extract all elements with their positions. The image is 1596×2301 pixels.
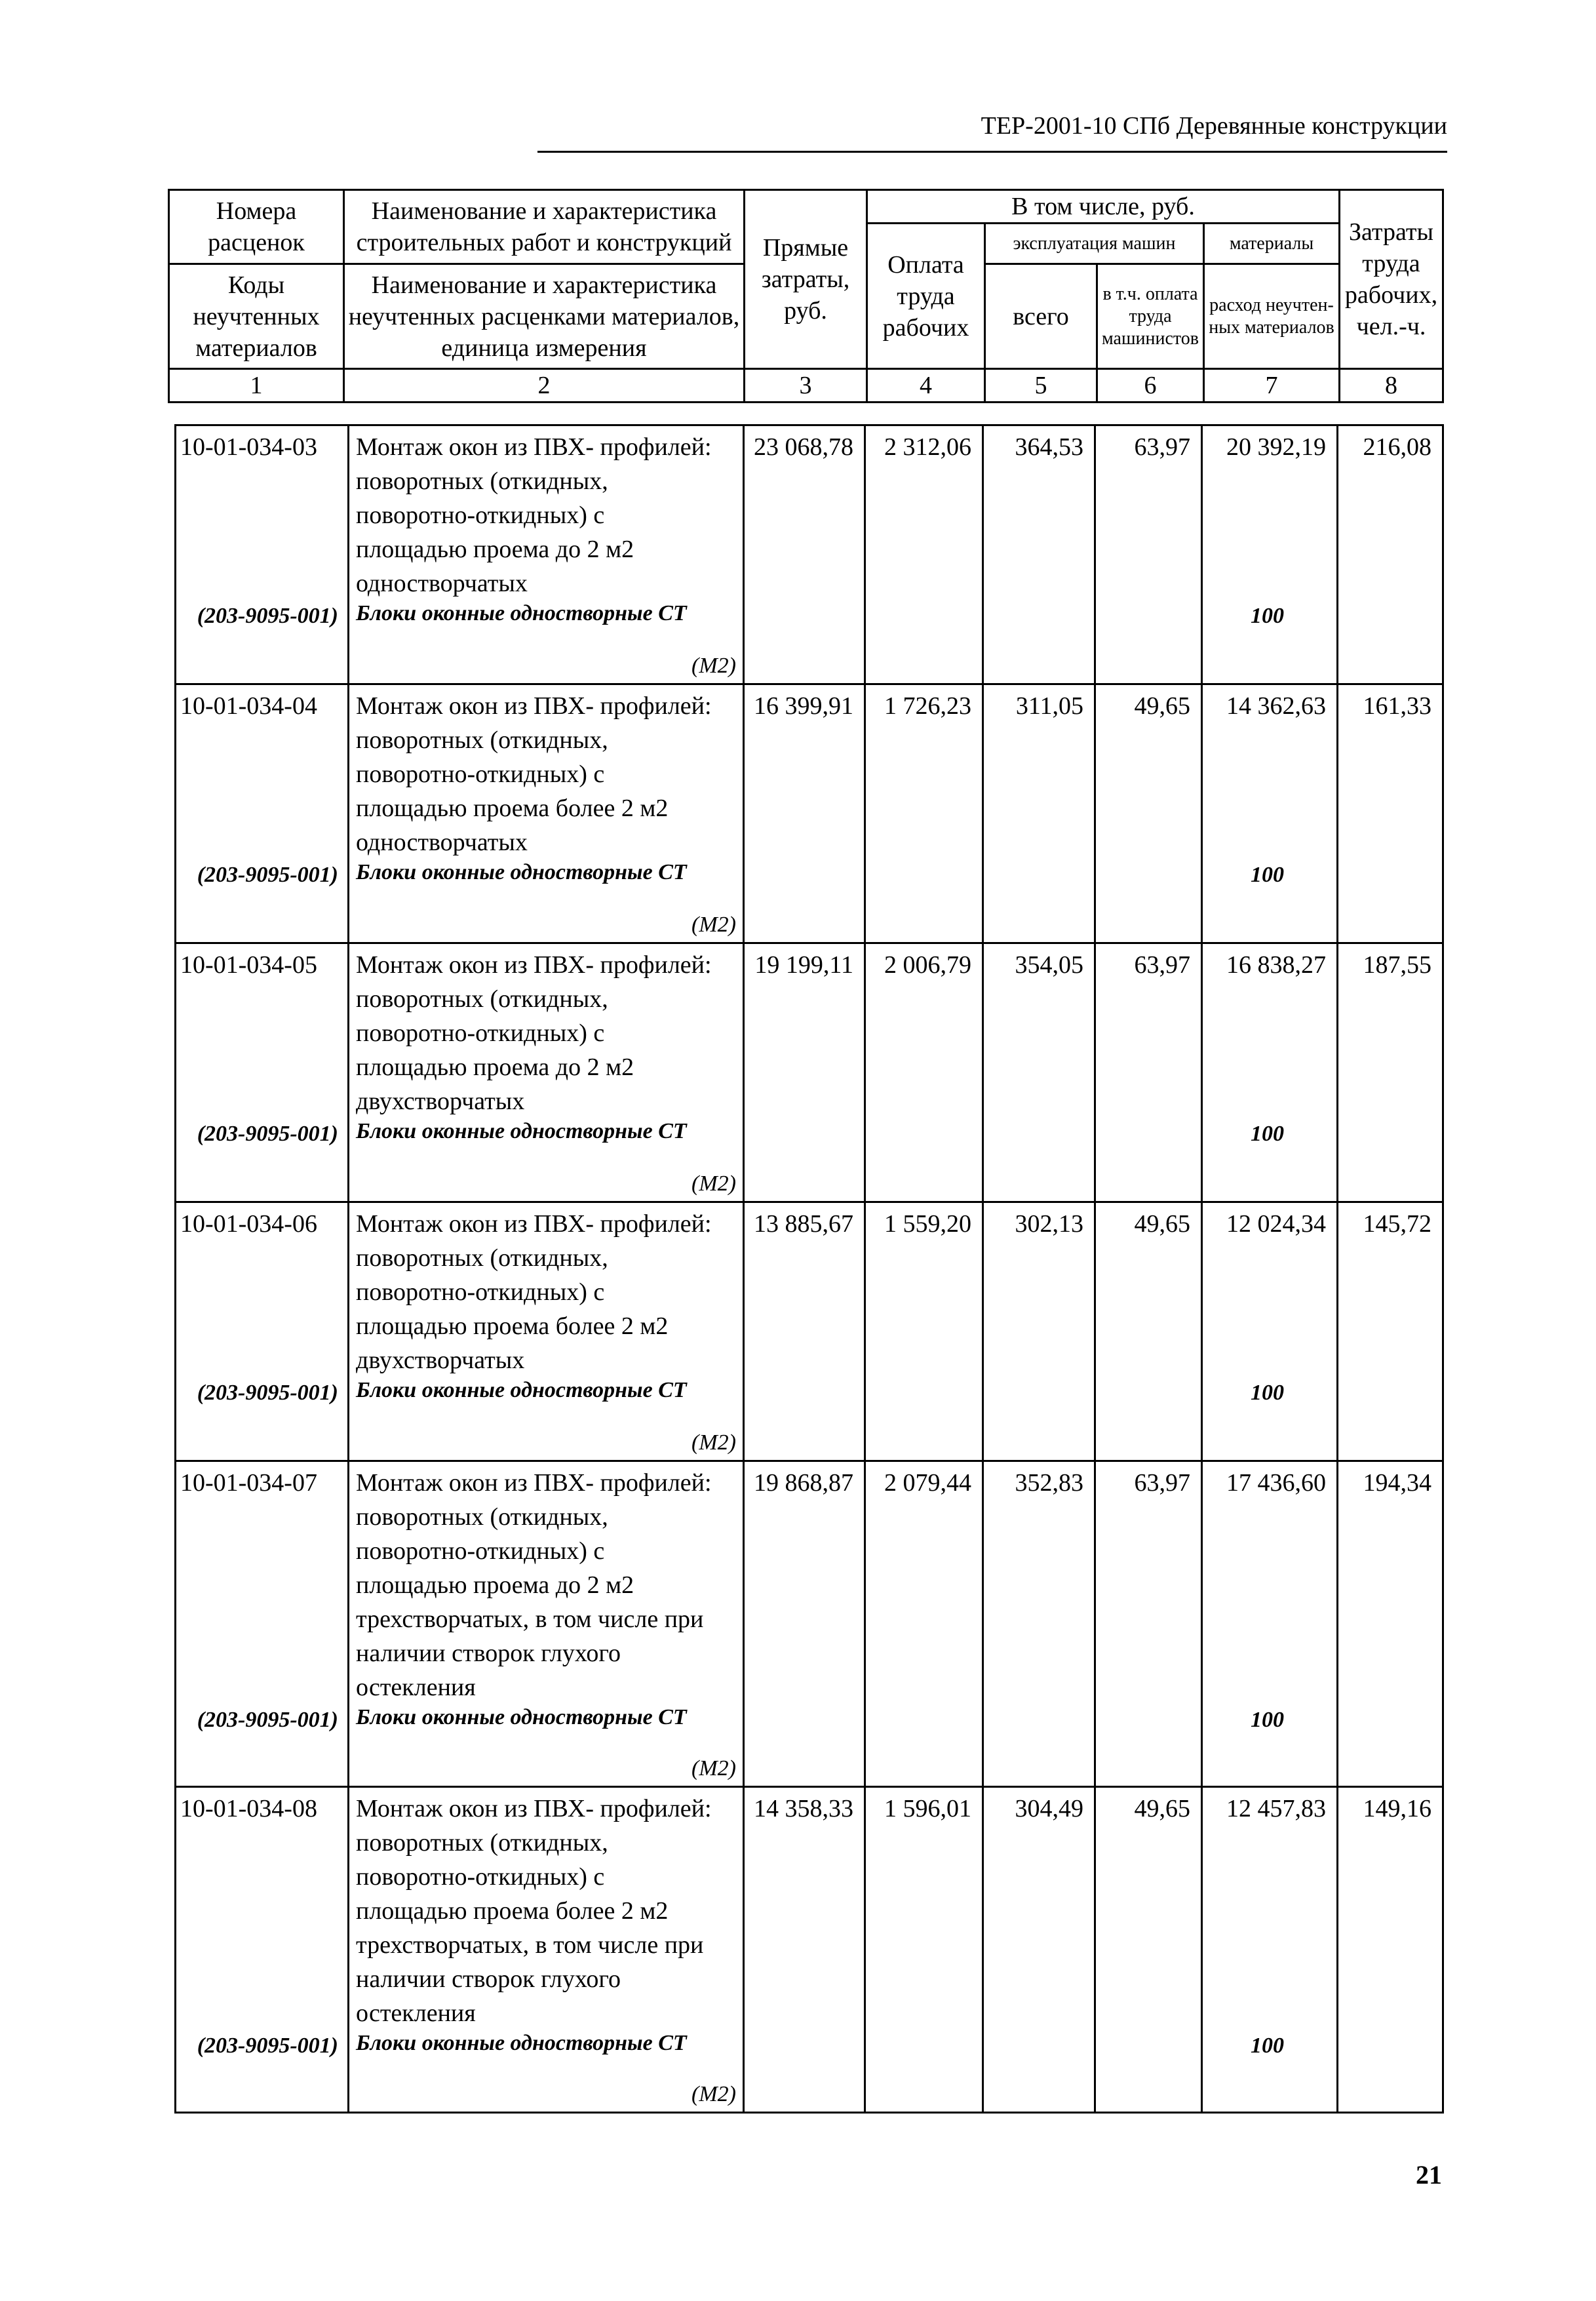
column-number: 2 [344,369,745,403]
header-labor-hours: Затраты труда рабочих, чел.-ч. [1340,190,1443,369]
rate-code: 10-01-034-04 [180,692,317,720]
column-number: 1 [169,369,344,403]
column-number: 5 [985,369,1097,403]
work-name-line: Монтаж окон из ПВХ- профилей: [356,951,712,979]
column-number: 6 [1097,369,1204,403]
rates-table [174,424,1444,2114]
labor-pay: 1 726,23 [865,684,983,943]
material-quantity: 100 [1251,2034,1284,2058]
direct-costs: 19 199,11 [744,943,865,1202]
work-name-line: двухстворчатых [356,1088,525,1115]
operators-pay: 49,65 [1095,1202,1202,1461]
labor-pay: 2 079,44 [865,1461,983,1787]
running-header: ТЕР-2001-10 СПб Деревянные конструкции [537,110,1447,153]
work-name-line: Монтаж окон из ПВХ- профилей: [356,692,712,720]
material-code: (203-9095-001) [197,1381,338,1405]
operators-pay: 63,97 [1095,425,1202,684]
material-unit: (М2) [691,1430,736,1455]
direct-costs: 19 868,87 [744,1461,865,1787]
work-name-line: поворотных (откидных, [356,985,608,1013]
material-name: Блоки оконные одностворные СТ [356,2031,687,2055]
materials-cost-cell [1202,684,1338,943]
work-name-line: одностворчатых [356,829,528,856]
work-name-cell [349,1202,744,1461]
table-row [176,684,1443,943]
material-unit: (М2) [691,1171,736,1196]
work-name-line: поворотно-откидных) с [356,760,605,788]
header-labor-pay: Оплата труда рабочих [867,224,985,369]
material-unit: (М2) [691,913,736,937]
work-name-line: площадью проема до 2 м2 [356,536,634,563]
labor-pay: 1 596,01 [865,1787,983,2113]
work-name-line: поворотно-откидных) с [356,1019,605,1047]
column-number: 7 [1204,369,1340,403]
rate-code: 10-01-034-06 [180,1210,317,1238]
work-name-line: трехстворчатых, в том числе при [356,1605,704,1633]
machines-total: 304,49 [983,1787,1095,2113]
work-name-line: площадью проема более 2 м2 [356,1312,669,1340]
work-name-cell [349,1461,744,1787]
table-row [176,943,1443,1202]
rate-code: 10-01-034-08 [180,1795,317,1822]
work-name-line: остекления [356,1674,476,1701]
material-quantity: 100 [1251,1381,1284,1405]
materials-cost: 16 838,27 [1226,951,1326,979]
labor-hours: 194,34 [1338,1461,1443,1787]
machines-total: 302,13 [983,1202,1095,1461]
materials-cost: 14 362,63 [1226,692,1326,720]
column-number: 3 [745,369,867,403]
column-number: 4 [867,369,985,403]
work-name-line: поворотных (откидных, [356,1829,608,1857]
materials-cost-cell [1202,1787,1338,2113]
table-row [176,1202,1443,1461]
rate-code: 10-01-034-03 [180,433,317,461]
header-codes-top: Номера расценок [169,190,344,264]
rate-code-cell [176,1461,349,1787]
labor-hours: 187,55 [1338,943,1443,1202]
material-quantity: 100 [1251,604,1284,628]
work-name-line: Монтаж окон из ПВХ- профилей: [356,1469,712,1497]
machines-total: 311,05 [983,684,1095,943]
labor-hours: 145,72 [1338,1202,1443,1461]
rate-code: 10-01-034-07 [180,1469,317,1497]
materials-cost-cell [1202,943,1338,1202]
materials-cost: 20 392,19 [1226,433,1326,461]
material-name: Блоки оконные одностворные СТ [356,1705,687,1729]
work-name-cell [349,684,744,943]
work-name-line: Монтаж окон из ПВХ- профилей: [356,1210,712,1238]
work-name-line: площадью проема до 2 м2 [356,1053,634,1081]
rate-code-cell [176,684,349,943]
header-machines-total: всего [985,264,1097,369]
work-name-line: наличии створок глухого [356,1640,621,1667]
direct-costs: 16 399,91 [744,684,865,943]
material-code: (203-9095-001) [197,863,338,887]
machines-total: 364,53 [983,425,1095,684]
rate-code-cell [176,1202,349,1461]
operators-pay: 49,65 [1095,1787,1202,2113]
labor-pay: 2 312,06 [865,425,983,684]
materials-cost: 12 457,83 [1226,1795,1326,1822]
rate-code-cell [176,1787,349,2113]
work-name-line: площадью проема до 2 м2 [356,1571,634,1599]
operators-pay: 63,97 [1095,943,1202,1202]
work-name-cell [349,425,744,684]
table-row [176,1461,1443,1787]
material-name: Блоки оконные одностворные СТ [356,601,687,625]
rate-code: 10-01-034-05 [180,951,317,979]
materials-cost: 12 024,34 [1226,1210,1326,1238]
material-unit: (М2) [691,2082,736,2106]
machines-total: 352,83 [983,1461,1095,1787]
operators-pay: 49,65 [1095,684,1202,943]
material-name: Блоки оконные одностворные СТ [356,1378,687,1402]
material-code: (203-9095-001) [197,604,338,628]
material-code: (203-9095-001) [197,2034,338,2058]
material-unit: (М2) [691,1756,736,1780]
work-name-line: Монтаж окон из ПВХ- профилей: [356,433,712,461]
materials-cost-cell [1202,1461,1338,1787]
header-direct-costs: Прямые затраты, руб. [745,190,867,369]
work-name-line: площадью проема более 2 м2 [356,1897,669,1925]
materials-cost-cell [1202,1202,1338,1461]
work-name-line: поворотных (откидных, [356,726,608,754]
material-code: (203-9095-001) [197,1708,338,1732]
header-machines: эксплуатация машин [985,224,1204,264]
header-unaccounted-materials: расход неучтен-ных материалов [1204,264,1340,369]
material-quantity: 100 [1251,1122,1284,1146]
work-name-cell [349,1787,744,2113]
work-name-cell [349,943,744,1202]
material-quantity: 100 [1251,1708,1284,1732]
material-name: Блоки оконные одностворные СТ [356,1119,687,1143]
page-number: 21 [1416,2160,1442,2190]
material-name: Блоки оконные одностворные СТ [356,860,687,884]
direct-costs: 13 885,67 [744,1202,865,1461]
material-unit: (М2) [691,654,736,678]
work-name-line: поворотных (откидных, [356,1503,608,1531]
work-name-line: поворотно-откидных) с [356,1863,605,1891]
materials-cost: 17 436,60 [1226,1469,1326,1497]
column-number: 8 [1340,369,1443,403]
table-row [176,425,1443,684]
labor-pay: 2 006,79 [865,943,983,1202]
rate-code-cell [176,943,349,1202]
direct-costs: 14 358,33 [744,1787,865,2113]
work-name-line: площадью проема более 2 м2 [356,795,669,822]
material-quantity: 100 [1251,863,1284,887]
labor-hours: 149,16 [1338,1787,1443,2113]
materials-cost-cell [1202,425,1338,684]
work-name-line: трехстворчатых, в том числе при [356,1931,704,1959]
work-name-line: одностворчатых [356,570,528,597]
table-header [168,189,1444,403]
rate-code-cell [176,425,349,684]
header-materials: материалы [1204,224,1340,264]
work-name-line: Монтаж окон из ПВХ- профилей: [356,1795,712,1822]
header-group: В том числе, руб. [867,190,1340,224]
header-name-bottom: Наименование и характеристика неучтенных расценками материалов, единица измерения [344,264,745,369]
header-operators-pay: в т.ч. оплата труда машинистов [1097,264,1204,369]
work-name-line: поворотно-откидных) с [356,1537,605,1565]
material-code: (203-9095-001) [197,1122,338,1146]
labor-pay: 1 559,20 [865,1202,983,1461]
work-name-line: остекления [356,1999,476,2027]
work-name-line: поворотно-откидных) с [356,502,605,529]
work-name-line: поворотных (откидных, [356,1244,608,1272]
operators-pay: 63,97 [1095,1461,1202,1787]
labor-hours: 161,33 [1338,684,1443,943]
work-name-line: поворотно-откидных) с [356,1278,605,1306]
work-name-line: двухстворчатых [356,1347,525,1374]
header-name-top: Наименование и характеристика строительных работ и конструкций [344,190,745,264]
direct-costs: 23 068,78 [744,425,865,684]
table-row [176,1787,1443,2113]
machines-total: 354,05 [983,943,1095,1202]
work-name-line: поворотных (откидных, [356,467,608,495]
labor-hours: 216,08 [1338,425,1443,684]
work-name-line: наличии створок глухого [356,1965,621,1993]
header-codes-bottom: Коды неучтенных материалов [169,264,344,369]
